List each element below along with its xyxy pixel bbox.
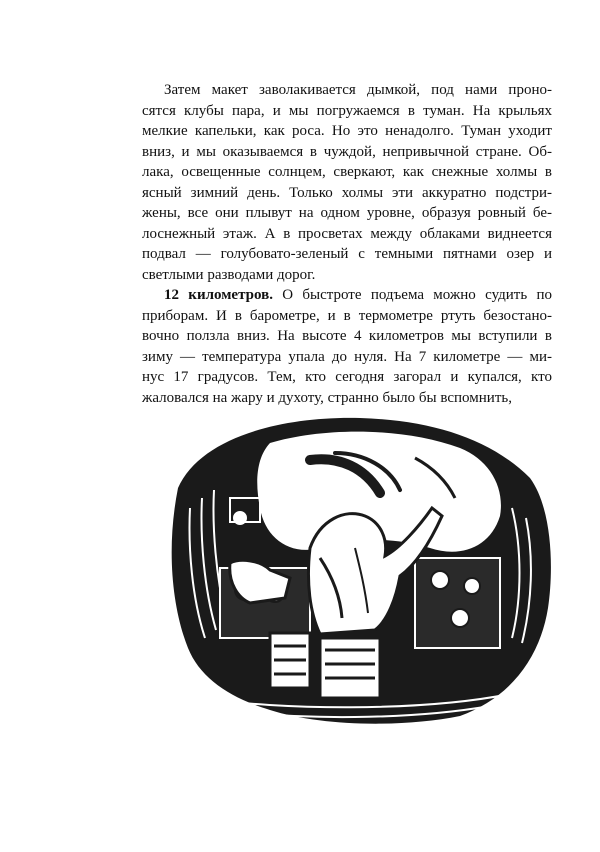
text-line: вниз, и мы оказываемся в чуждой, непривычной стране. Об- bbox=[142, 143, 552, 160]
text-line: жены, все они плывут на одном уровне, образуя ровный бе- bbox=[142, 205, 552, 221]
text-line: вочно ползла вниз. На высоте 4 километров мы вступили в bbox=[142, 328, 552, 344]
paragraph-clouds bbox=[142, 80, 552, 285]
cockpit-illustration bbox=[160, 398, 556, 728]
gauge-dial bbox=[232, 510, 248, 526]
text-line: приборам. И в барометре, и в термометре ртуть безостано- bbox=[142, 307, 552, 324]
text-line: жаловался на жару и духоту, странно было бы вспомнить, bbox=[142, 389, 512, 406]
paragraph-altitude bbox=[142, 285, 552, 408]
section-heading: 12 километров. bbox=[164, 287, 273, 303]
cockpit-drawing bbox=[160, 398, 556, 728]
text-line: мелкие капельки, как роса. Но это ненадолго. Туман уходит bbox=[142, 123, 552, 139]
gauge-dial bbox=[451, 609, 469, 627]
gauge-dial bbox=[431, 571, 449, 589]
seat-pedestal bbox=[320, 638, 380, 698]
text-line: светлыми разводами дорог. bbox=[142, 266, 316, 283]
text-line: подвал — голубовато-зеленый с темными пятнами озер и bbox=[142, 246, 552, 262]
text-line: лака, освещенные солнцем, сверкают, как снежные холмы в bbox=[142, 164, 552, 180]
text-line: зиму — температура упала до нуля. На 7 километре — ми- bbox=[142, 348, 552, 365]
text-line: лоснежный этаж. А в просветах между облаками виднеется bbox=[142, 225, 552, 242]
text-line: Затем макет заволакивается дымкой, под нами проно- bbox=[164, 82, 552, 98]
text-line: нус 17 градусов. Тем, кто сегодня загорал и купался, кто bbox=[142, 369, 552, 385]
text-line: сятся клубы пара, и мы погружаемся в туман. На крыльях bbox=[142, 102, 552, 119]
gauge-dial bbox=[464, 578, 480, 594]
text-fragment: О быстроте подъема можно судить по bbox=[272, 287, 552, 303]
text-block bbox=[142, 80, 552, 408]
instrument-panel bbox=[415, 558, 500, 648]
text-line bbox=[142, 285, 552, 306]
text-line: ясный зимний день. Только холмы эти аккуратно подстри- bbox=[142, 184, 552, 201]
